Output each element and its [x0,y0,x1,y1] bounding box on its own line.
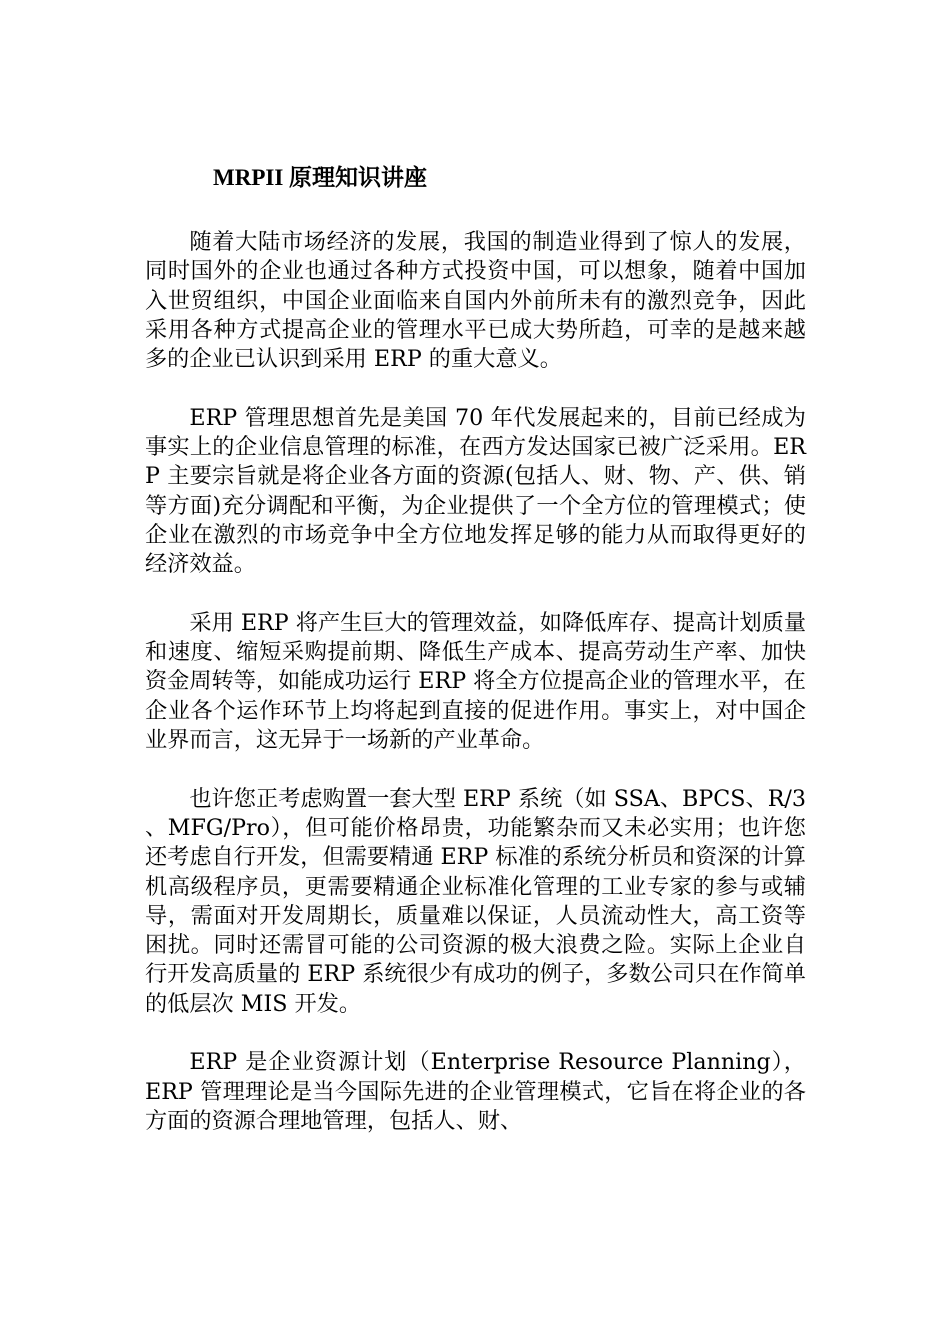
paragraph-erp-definition: ERP 是企业资源计划（Enterprise Resource Planning），ERP 管理理论是当今国际先进的企业管理模式，它旨在将企业的各方面的资源合理地管理，包括人、财、 [145,1049,806,1134]
document-title: MRPII 原理知识讲座 [213,165,428,190]
paragraph-erp-origin: ERP 管理思想首先是美国 70 年代发展起来的，目前已经成为事实上的企业信息管理的标准，在西方发达国家已被广泛采用。ERP 主要宗旨就是将企业各方面的资源(包括人、财、物、产、供、销等方面)充分调配和平衡，为企业提供了一个全方位的管理模式；使企业在激烈的市场竞争中全方位地发挥足够的能力从而取得更好的经济效益。 [145,404,806,578]
paragraph-erp-benefits: 采用 ERP 将产生巨大的管理效益，如降低库存、提高计划质量和速度、缩短采购提前期、降低生产成本、提高劳动生产率、加快资金周转等，如能成功运行 ERP 将全方位提高企业的管理水平，在企业各个运作环节上均将起到直接的促进作用。事实上，对中国企业界而言，这无异于一场新的产业革命。 [145,609,807,754]
paragraph-intro: 随着大陆市场经济的发展，我国的制造业得到了惊人的发展，同时国外的企业也通过各种方式投资中国，可以想象，随着中国加入世贸组织，中国企业面临来自国内外前所未有的激烈竞争，因此采用各种方式提高企业的管理水平已成大势所趋，可幸的是越来越多的企业已认识到采用 ERP 的重大意义。 [145,229,806,373]
paragraph-erp-options: 也许您正考虑购置一套大型 ERP 系统（如 SSA、BPCS、R/3、MFG/Pro），但可能价格昂贵，功能繁杂而又未必实用；也许您还考虑自行开发，但需要精通 ERP 标准的系统分析员和资深的计算机高级程序员，更需要精通企业标准化管理的工业专家的参与或辅导，需面对开发周期长，质量难以保证，人员流动性大，高工资等困扰。同时还需冒可能的公司资源的极大浪费之险。实际上企业自行开发高质量的 ERP 系统很少有成功的例子，多数公司只在作简单的低层次 MIS 开发。 [145,785,806,1017]
document-body [145,228,806,1166]
